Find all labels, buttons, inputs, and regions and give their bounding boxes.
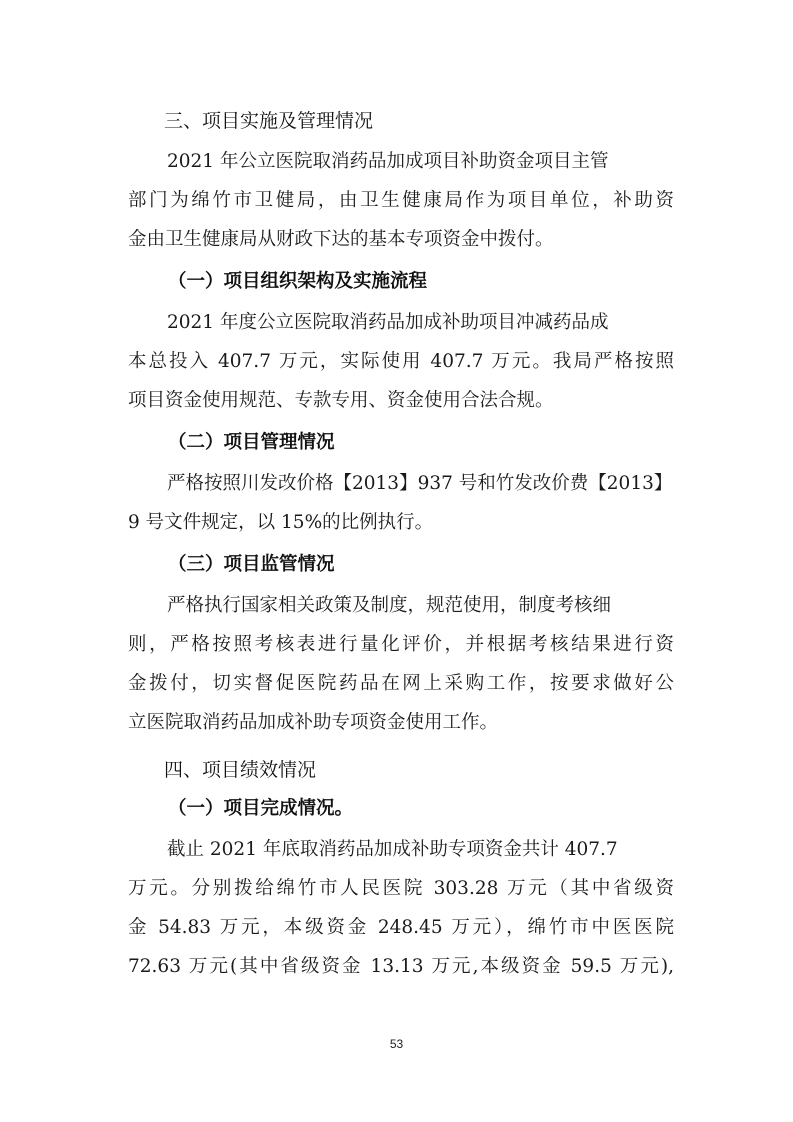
paragraph-5-line-2: 万元。分别拨给绵竹市人民医院 303.28 万元（其中省级资 <box>128 878 674 899</box>
section-3-heading: 三、项目实施及管理情况 <box>164 110 374 132</box>
paragraph-2-line-2: 本总投入 407.7 万元，实际使用 407.7 万元。我局严格按照 <box>128 351 674 372</box>
paragraph-4-line-2: 则，严格按照考核表进行量化评价，并根据考核结果进行资 <box>128 634 674 655</box>
paragraph-3-line-1: 严格按照川发改价格【2013】937 号和竹发改价费【2013】 <box>167 473 673 494</box>
paragraph-4-line-4: 立医院取消药品加成补助专项资金使用工作。 <box>128 712 499 733</box>
paragraph-1-line-1: 2021 年公立医院取消药品加成项目补助资金项目主管 <box>167 151 609 172</box>
page-number: 53 <box>389 1037 404 1051</box>
paragraph-1-line-2: 部门为绵竹市卫健局，由卫生健康局作为项目单位，补助资 <box>128 190 674 211</box>
paragraph-5-line-3: 金 54.83 万元，本级资金 248.45 万元），绵竹市中医医院 <box>128 917 674 938</box>
section-4-heading: 四、项目绩效情况 <box>164 759 317 781</box>
subsection-4-heading: （一）项目完成情况。 <box>168 798 354 819</box>
paragraph-5-line-4: 72.63 万元(其中省级资金 13.13 万元,本级资金 59.5 万元), <box>128 956 674 977</box>
paragraph-2-line-1: 2021 年度公立医院取消药品加成补助项目冲减药品成 <box>167 312 609 333</box>
paragraph-4-line-1: 严格执行国家相关政策及制度，规范使用，制度考核细 <box>167 595 612 616</box>
paragraph-5-line-1: 截止 2021 年底取消药品加成补助专项资金共计 407.7 <box>167 839 618 860</box>
paragraph-2-line-3: 项目资金使用规范、专款专用、资金使用合法合规。 <box>128 390 554 411</box>
paragraph-1-line-3: 金由卫生健康局从财政下达的基本专项资金中拨付。 <box>128 229 554 250</box>
paragraph-3-line-2: 9 号文件规定，以 15%的比例执行。 <box>128 512 434 533</box>
subsection-3-heading: （三）项目监管情况 <box>168 554 335 575</box>
subsection-1-heading: （一）项目组织架构及实施流程 <box>168 271 428 292</box>
paragraph-4-line-3: 金拨付，切实督促医院药品在网上采购工作，按要求做好公 <box>128 673 674 694</box>
subsection-2-heading: （二）项目管理情况 <box>168 432 335 453</box>
